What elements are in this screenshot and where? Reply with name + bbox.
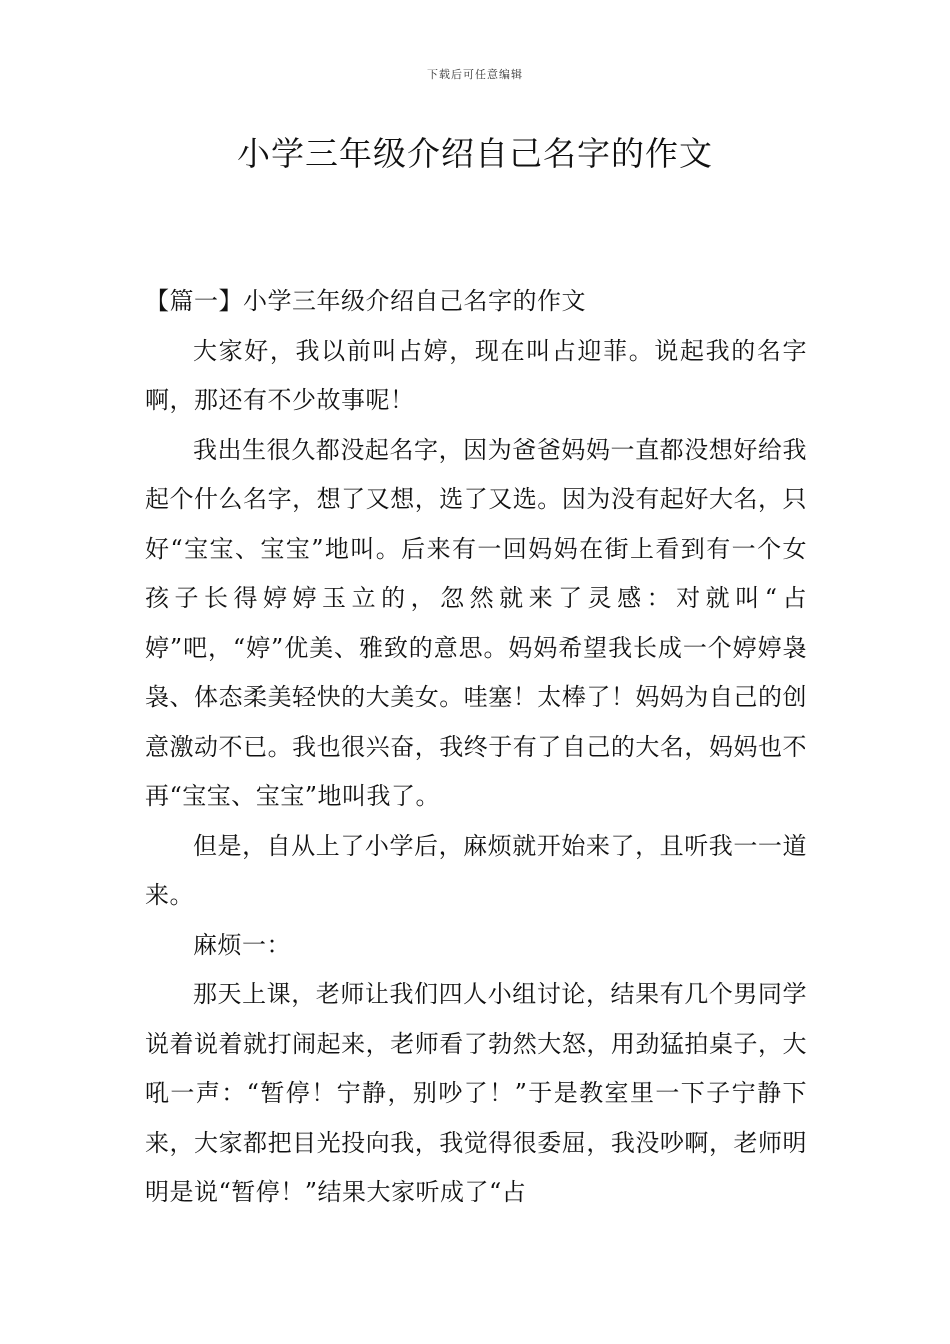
header-note: 下载后可任意编辑 xyxy=(427,68,523,81)
paragraph-1: 大家好，我以前叫占婷，现在叫占迎菲。说起我的名字啊，那还有不少故事呢！ xyxy=(145,336,807,414)
section-heading: 【篇一】小学三年级介绍自己名字的作文 xyxy=(145,287,586,315)
document-title: 小学三年级介绍自己名字的作文 xyxy=(237,134,713,173)
document-body xyxy=(145,277,807,1218)
paragraph-2: 我出生很久都没起名字，因为爸爸妈妈一直都没想好给我起个什么名字，想了又想，选了又选。因为没有起好大名，只好“宝宝、宝宝”地叫。后来有一回妈妈在街上看到有一个女孩子长得婷婷玉立的，忽然就来了灵感：对就叫“占婷”吧，“婷”优美、雅致的意思。妈妈希望我长成一个婷婷袅袅、体态柔美轻快的大美女。哇塞！太棒了！妈妈为自己的创意激动不已。我也很兴奋，我终于有了自己的大名，妈妈也不再“宝宝、宝宝”地叫我了。 xyxy=(145,435,807,810)
paragraph-4: 麻烦一： xyxy=(193,930,291,959)
paragraph-5: 那天上课，老师让我们四人小组讨论，结果有几个男同学说着说着就打闹起来，老师看了勃然大怒，用劲猛拍桌子，大吼一声：“暂停！宁静，别吵了！”于是教室里一下子宁静下来，大家都把目光投向我，我觉得很委屈，我没吵啊，老师明明是说“暂停！”结果大家听成了“占 xyxy=(145,980,807,1206)
paragraph-3: 但是，自从上了小学后，麻烦就开始来了，且听我一一道来。 xyxy=(145,831,807,909)
